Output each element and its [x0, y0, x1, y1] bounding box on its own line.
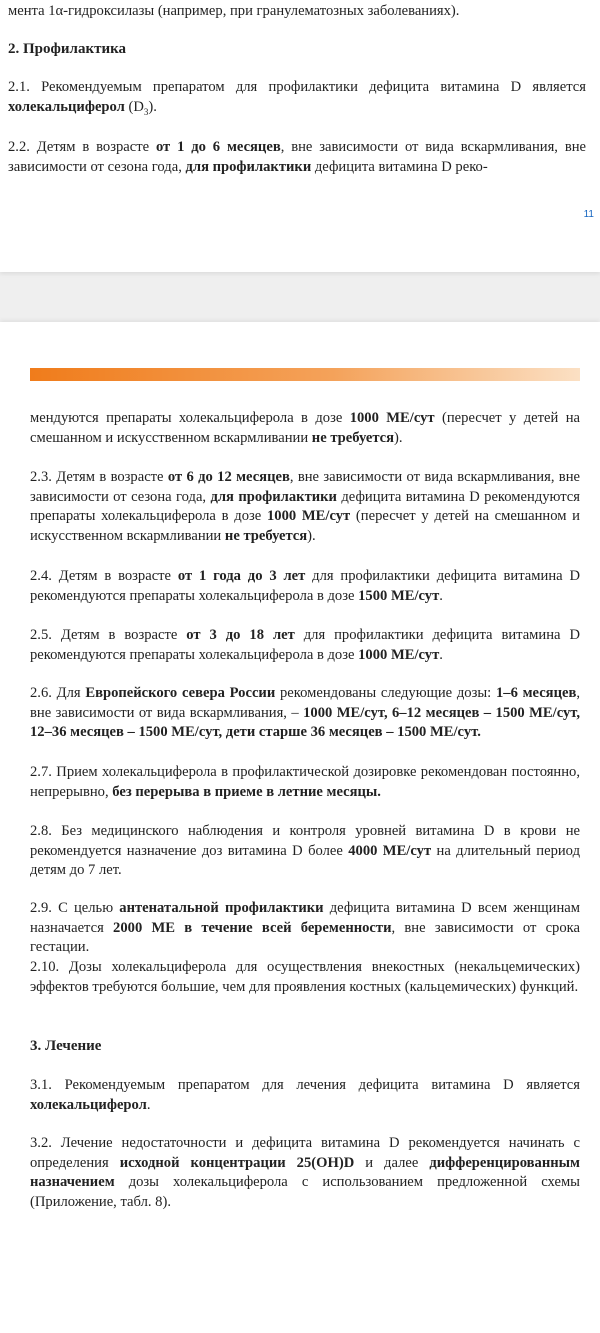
page-11	[0, 0, 600, 272]
continuation-line: мента 1α-гидроксилазы (например, при гранулематозных заболеваниях).	[8, 3, 460, 19]
paragraph-3-1: 3.1. Рекомендуемым препаратом для лечения дефицита витамина D является холекальциферол.	[30, 1077, 580, 1113]
page-number: 11	[583, 209, 594, 220]
paragraph-2-2: 2.2. Детям в возрасте от 1 до 6 месяцев, вне зависимости от вида вскармливания, вне зависимости от сезона года, для профилактики дефицита витамина D реко-	[8, 139, 586, 175]
section-heading-prevention: 2. Профилактика	[8, 41, 127, 57]
page-12	[0, 322, 600, 1333]
paragraph-2-7: 2.7. Прием холекальциферола в профилактической дозировке рекомендован постоянно, непрерывно, без перерыва в приеме в летние месяцы.	[30, 764, 580, 800]
section-heading-treatment: 3. Лечение	[30, 1038, 102, 1054]
paragraph-3-2: 3.2. Лечение недостаточности и дефицита витамина D рекомендуется начинать с определения исходной концентрации 25(OH)D и далее дифференцированным назначением дозы холекальциферола с использованием предложенной схемы (Приложение, табл. 8).	[30, 1135, 580, 1210]
paragraph-2-4: 2.4. Детям в возрасте от 1 года до 3 лет для профилактики дефицита витамина D рекомендуются препараты холекальциферола в дозе 1500 МЕ/сут.	[30, 568, 580, 604]
paragraph-2-8: 2.8. Без медицинского наблюдения и контроля уровней витамина D в крови не рекомендуется назначение доз витамина D более 4000 МЕ/сут на длительный период детям до 7 лет.	[30, 823, 580, 878]
orange-header-bar	[30, 368, 580, 381]
paragraph-2-5: 2.5. Детям в возрасте от 3 до 18 лет для профилактики дефицита витамина D рекомендуются препараты холекальциферола в дозе 1000 МЕ/сут.	[30, 627, 581, 663]
paragraph-2-6: 2.6. Для Европейского севера России рекомендованы следующие дозы: 1–6 месяцев, вне зависимости от вида вскармливания, – 1000 МЕ/сут, 6–12 месяцев – 1500 МЕ/сут, 12–36 месяцев – 1500 МЕ/сут, дети старше 36 месяцев – 1500 МЕ/сут.	[30, 685, 581, 740]
paragraph-2-2-continued: мендуются препараты холекальциферола в дозе 1000 МЕ/сут (пересчет у детей на смешанном и искусственном вскармливании не требуется).	[30, 410, 580, 446]
paragraph-2-3: 2.3. Детям в возрасте от 6 до 12 месяцев, вне зависимости от вида вскармливания, вне зависимости от сезона года, для профилактики дефицита витамина D рекомендуются препараты холекальциферола в дозе 1000 МЕ/сут (пересчет у детей на смешанном и искусственном вскармливании не требуется).	[30, 469, 580, 544]
paragraph-2-9: 2.9. С целью антенатальной профилактики дефицита витамина D всем женщинам назначается 2000 МЕ в течение всей беременности, вне зависимости от срока гестации.	[30, 900, 580, 955]
paragraph-2-1: 2.1. Рекомендуемым препаратом для профилактики дефицита витамина D является холекальциферол $(D_3)$.	[8, 79, 586, 117]
paragraph-2-10: 2.10. Дозы холекальциферола для осуществления внекостных (некальцемических) эффектов требуются большие, чем для проявления костных (кальцемических) функций.	[30, 959, 580, 995]
